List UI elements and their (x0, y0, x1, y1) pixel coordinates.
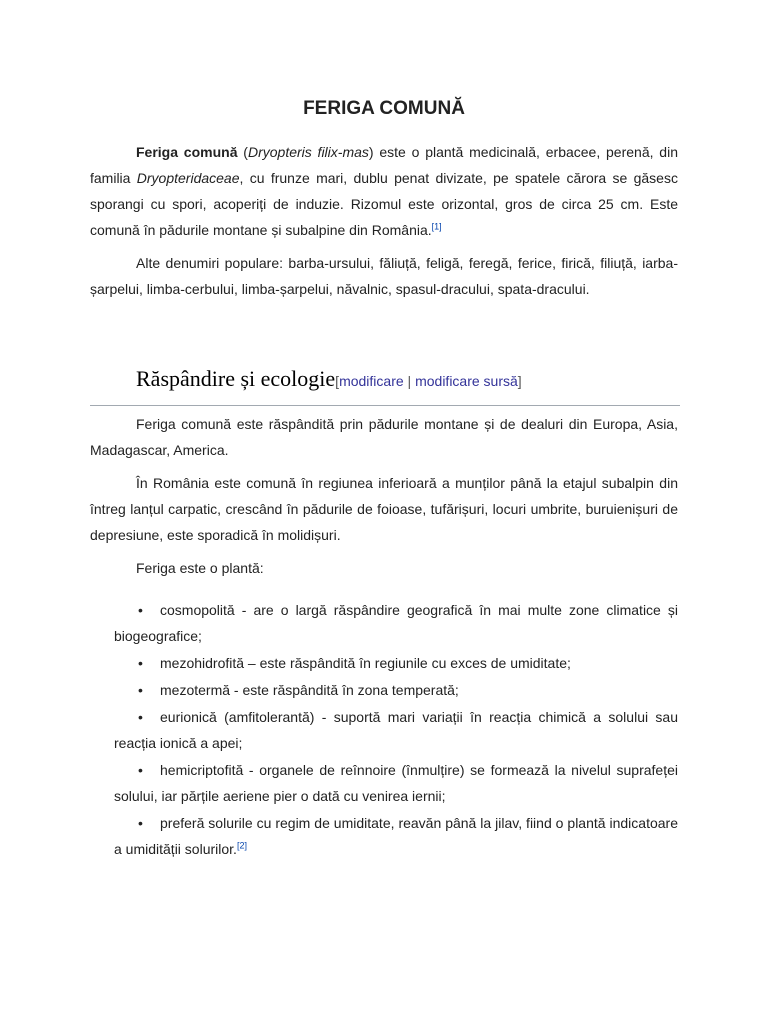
list-item (90, 704, 678, 756)
list-item (90, 810, 678, 862)
list-item (90, 650, 678, 676)
list-item-text: preferă solurile cu regim de umiditate, reavăn până la jilav, fiind o plantă indicatoare a umidității solurilor. (114, 815, 678, 857)
list-item-text: mezotermă - este răspândită în zona temperată; (160, 682, 459, 698)
latin-name: Dryopteris filix-mas (247, 144, 369, 160)
list-item (90, 597, 678, 649)
bracket: ] (517, 373, 522, 389)
distribution-paragraph: Feriga comună este răspândită prin pădurile montane și de dealuri din Europa, Asia, Madagascar, America. (90, 416, 678, 458)
popular-names-paragraph: Alte denumiri populare: barba-ursului, făliuță, feligă, feregă, ferice, firică, filiuță, iarba-șarpelui, limba-cerbului, limba-șarpelui, năvalnic, spasul-dracului, spata-dracului. (90, 255, 678, 297)
heading-divider (90, 405, 680, 406)
family-name: Dryopteridaceae (136, 170, 240, 186)
list-item-text: hemicriptofită - organele de reînnoire (înmulțire) se formează la nivelul suprafeței solului, iar părțile aeriene pier o dată cu venirea iernii; (114, 762, 678, 804)
traits-list (90, 597, 678, 862)
reference-2[interactable]: [2] (236, 840, 247, 851)
text-run: , cu frunze mari, dublu penat divizate, pe spatele cărora se găsesc sporangi cu spori, acoperiți de induzie. Rizomul este orizontal, gros de circa 25 cm. Este comună în pădurile montane și subalpine din România. (90, 170, 678, 238)
section-heading (136, 366, 522, 392)
list-item-text: cosmopolită - are o largă răspândire geografică în mai multe zone climatice și biogeografice; (114, 602, 678, 644)
text-run: ) este o plantă medicinală, erbacee, perenă, din familia (90, 144, 678, 186)
list-intro: Feriga este o plantă: (136, 560, 264, 576)
list-item-text: mezohidrofită – este răspândită în regiunile cu exces de umiditate; (160, 655, 571, 671)
reference-1[interactable]: [1] (431, 221, 442, 232)
edit-section-links (335, 373, 522, 389)
subject-name: Feriga comună (136, 144, 238, 160)
page-title: FERIGA COMUNĂ (303, 98, 465, 119)
edit-link[interactable]: modificare (339, 373, 404, 389)
separator: | (403, 373, 416, 389)
list-item-text: eurionică (amfitolerantă) - suportă mari variații în reacția chimică a solului sau reacția ionică a apei; (114, 709, 678, 751)
edit-source-link[interactable]: modificare sursă (415, 373, 518, 389)
list-item (90, 757, 678, 809)
section-title: Răspândire și ecologie (136, 366, 336, 391)
text-run: ( (237, 144, 248, 160)
bracket: [ (335, 373, 340, 389)
intro-paragraph (90, 139, 678, 243)
list-item (90, 677, 678, 703)
romania-paragraph: În România este comună în regiunea inferioară a munților până la etajul subalpin din întreg lanțul carpatic, crescând în pădurile de foioase, tufărișuri, locuri umbrite, buruienișuri de depresiune, este sporadică în molidișuri. (90, 475, 678, 543)
